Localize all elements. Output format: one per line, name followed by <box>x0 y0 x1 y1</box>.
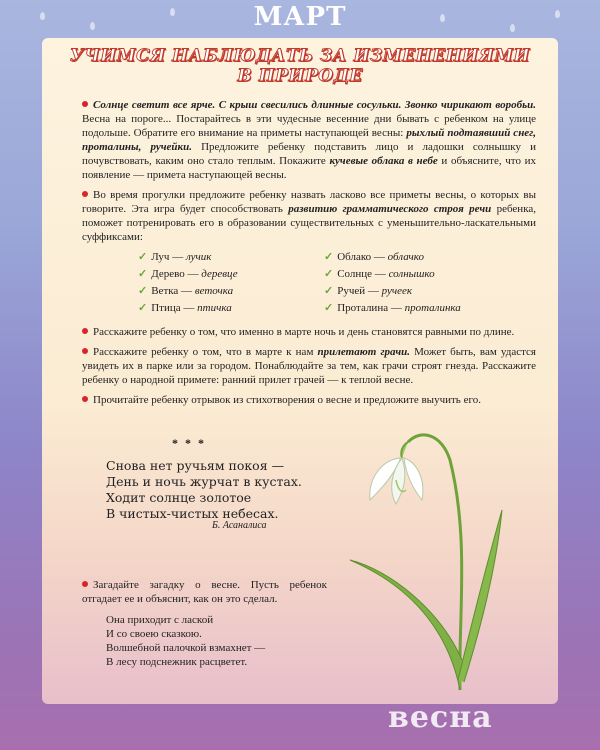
word-base: Птица — <box>151 302 198 314</box>
bullet-icon <box>82 101 88 107</box>
word-diminutive: солнышко <box>388 268 435 280</box>
check-icon: ✓ <box>138 251 148 263</box>
poem-line: В чистых-чистых небесах. <box>106 506 279 521</box>
text: ребенка, поможет потренировать его в образовании существительных с уменьшительно-ласкательными суффиксами: <box>82 203 537 243</box>
text: Весна на пороге... Постарайтесь в эти чудесные весенние дни бывать с ребенком на улице подольше. Обратите его внимание на приметы наступающей весны: <box>82 113 536 139</box>
emphasis: рыхлый подтаявший снег, проталины, ручейки. <box>82 127 536 153</box>
check-icon: ✓ <box>324 268 334 280</box>
bullet-icon <box>82 396 88 402</box>
word-base: Проталина — <box>337 302 405 314</box>
main-text <box>82 98 536 413</box>
text: Загадайте загадку о весне. Пусть ребенок отгадает ее и объяснит, как он это сделал. <box>82 579 327 605</box>
paragraph-4 <box>82 345 536 387</box>
page-title <box>42 46 558 86</box>
month-header: МАРТ <box>253 2 347 32</box>
text: Предложите ребенку подставить лицо и ладошки солнышку и почувствовать, каким оно стало теплым. Покажите <box>82 141 536 167</box>
bullet-icon <box>82 191 88 197</box>
word-diminutive: проталинка <box>404 302 461 314</box>
word-base: Ручей — <box>337 285 382 297</box>
lead-sentence: Солнце светит все ярче. С крыш свесились длинные сосульки. Звонко чирикают воробьи. <box>93 99 536 111</box>
bullet-icon <box>82 348 88 354</box>
poem <box>106 458 302 522</box>
paragraph-5 <box>82 393 536 407</box>
poem-stars: * * * <box>172 436 206 450</box>
word-diminutive: птичка <box>197 302 232 314</box>
word-diminutive: деревце <box>201 268 238 280</box>
paragraph-1 <box>82 98 536 182</box>
poem-line: День и ночь журчат в кустах. <box>106 474 302 489</box>
poem-line: Ходит солнце золотое <box>106 490 252 505</box>
word-list <box>138 250 536 315</box>
word-item <box>324 250 524 264</box>
word-item <box>138 284 324 298</box>
word-item <box>324 267 524 281</box>
poem-line: Снова нет ручьям покоя — <box>106 458 285 473</box>
word-diminutive: веточка <box>194 285 234 297</box>
check-icon: ✓ <box>138 268 148 280</box>
emphasis: прилетают грачи. <box>317 346 411 358</box>
riddle-verse <box>106 613 265 669</box>
word-base: Солнце — <box>337 268 389 280</box>
word-base: Дерево — <box>151 268 202 280</box>
riddle-line: В лесу подснежник расцветет. <box>106 656 248 668</box>
text: Может быть, вам удастся увидеть их в парке или за городом. Понаблюдайте за тем, как грачи строят гнезда. Расскажите ребенку о народной примете: ранний прилет грачей — к теплой весне. <box>82 346 536 386</box>
text: Во время прогулки предложите ребенку назвать ласково все приметы весны, о которых вы говорите. Эта игра будет способствовать <box>82 189 536 215</box>
word-base: Луч — <box>151 251 186 263</box>
word-base: Облако — <box>337 251 388 263</box>
riddle-paragraph <box>82 578 327 606</box>
poem-author: Б. Асаналиса <box>212 520 267 531</box>
emphasis: развитию грамматического строя речи <box>288 203 492 215</box>
title-line-1: УЧИМСЯ НАБЛЮДАТЬ ЗА ИЗМЕНЕНИЯМИ <box>69 46 531 66</box>
emphasis: кучевые облака в небе <box>329 155 438 167</box>
word-item <box>138 301 324 315</box>
riddle-line: Она приходит с лаской <box>106 614 214 626</box>
check-icon: ✓ <box>324 302 334 314</box>
text: Расскажите ребенку о том, что в марте к нам <box>93 346 318 358</box>
paragraph-2 <box>82 188 536 244</box>
word-diminutive: лучик <box>185 251 212 263</box>
word-item <box>138 250 324 264</box>
text: Прочитайте ребенку отрывок из стихотворения о весне и предложите выучить его. <box>93 394 481 406</box>
check-icon: ✓ <box>324 251 334 263</box>
word-diminutive: ручеек <box>381 285 413 297</box>
riddle-line: Волшебной палочкой взмахнет — <box>106 642 266 654</box>
word-item <box>324 284 524 298</box>
check-icon: ✓ <box>324 285 334 297</box>
snowdrop-illustration <box>330 420 520 695</box>
word-item <box>138 267 324 281</box>
bullet-icon <box>82 581 88 587</box>
check-icon: ✓ <box>138 302 148 314</box>
season-label: весна <box>388 700 493 735</box>
word-diminutive: облачко <box>387 251 425 263</box>
bullet-icon <box>82 328 88 334</box>
word-item <box>324 301 524 315</box>
title-line-2: В ПРИРОДЕ <box>237 66 363 86</box>
check-icon: ✓ <box>138 285 148 297</box>
riddle-line: И со своею сказкою. <box>106 628 202 640</box>
text: Расскажите ребенку о том, что именно в марте ночь и день становятся равными по длине. <box>93 326 515 338</box>
paragraph-3 <box>82 325 536 339</box>
word-base: Ветка — <box>151 285 195 297</box>
text: и объясните, что их появление — примета наступающей весны. <box>82 155 536 181</box>
